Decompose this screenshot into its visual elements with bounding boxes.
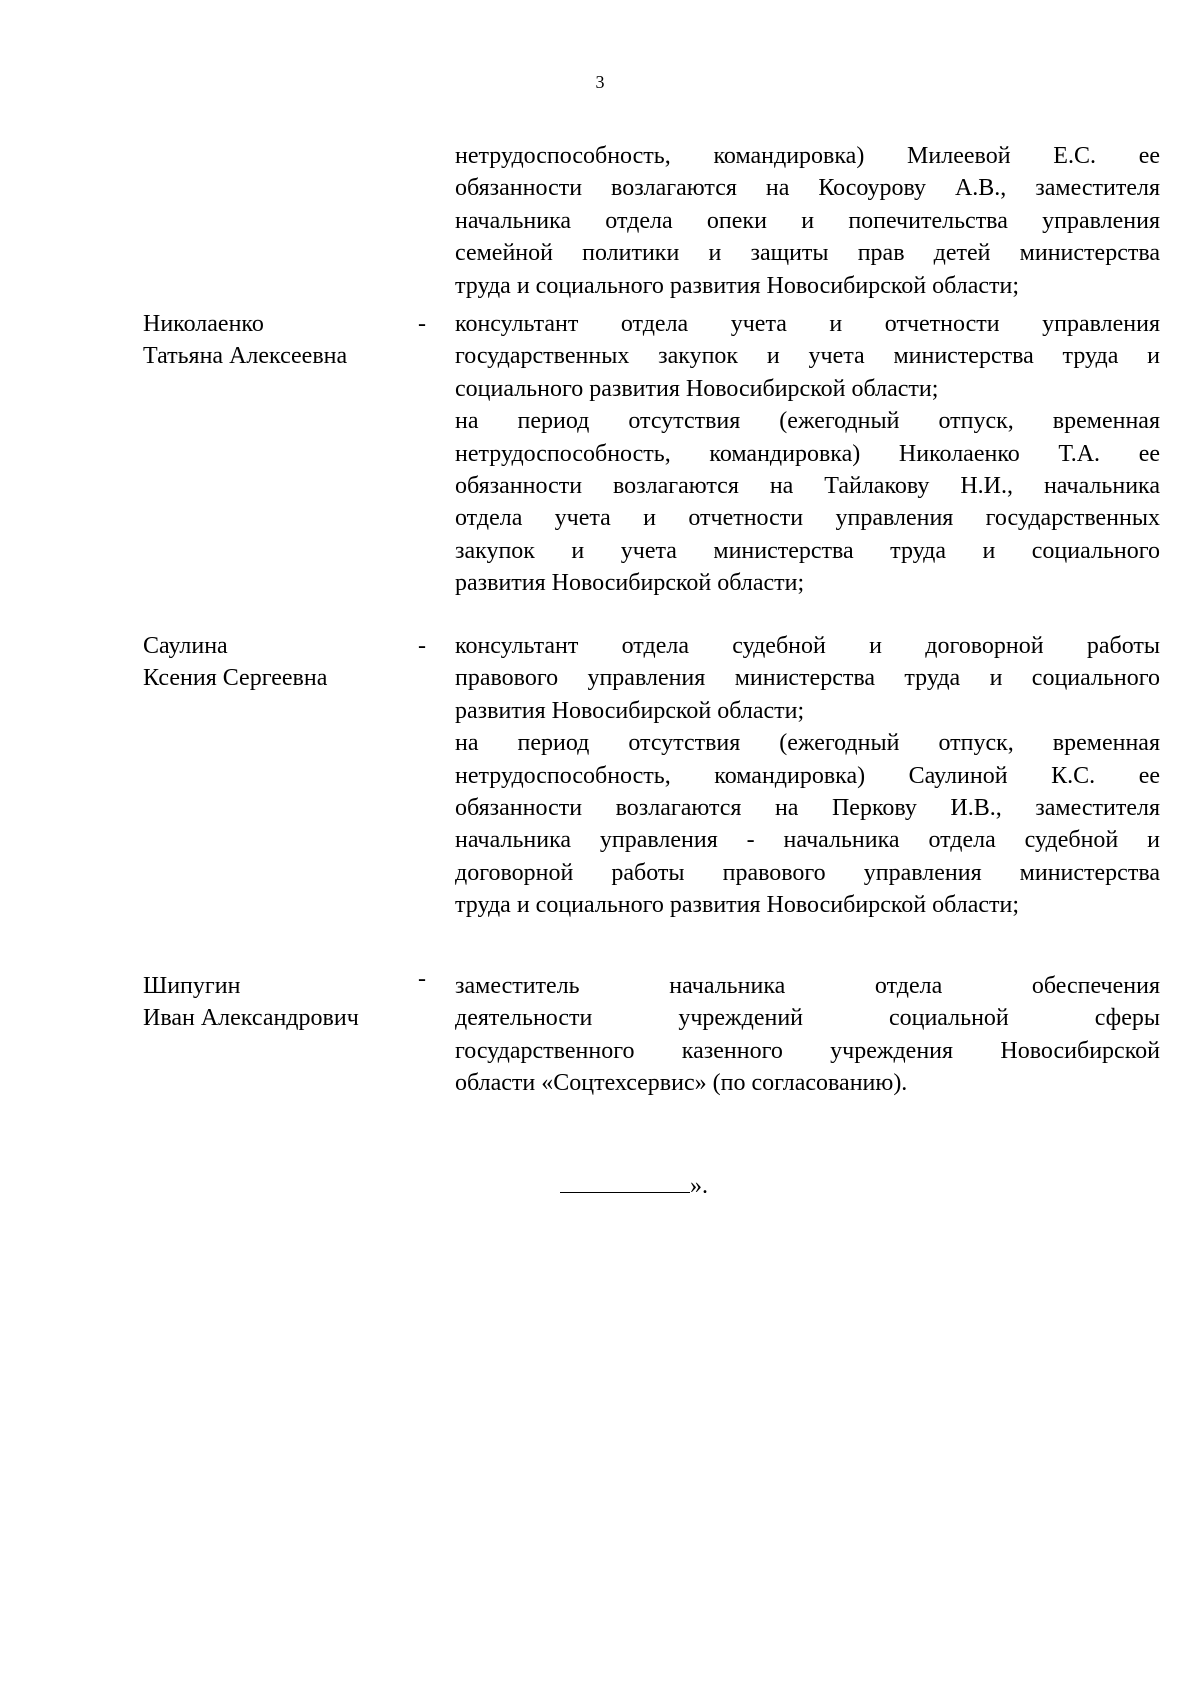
text-line: начальника управления - начальника отдела судебной и <box>455 827 1160 854</box>
text-line: обязанности возлагаются на Косоурову А.В., заместителя <box>455 175 1160 202</box>
text-line: области «Соцтехсервис» (по согласованию). <box>455 1070 908 1097</box>
given-names: Ксения Сергеевна <box>143 665 328 692</box>
entry-description <box>455 308 1160 600</box>
text-line: на период отсутствия (ежегодный отпуск, временная <box>455 730 1160 757</box>
continuation-paragraph <box>455 140 1160 302</box>
text-line: начальника отдела опеки и попечительства управления <box>455 207 1160 234</box>
closing-mark <box>560 1170 708 1202</box>
text-line: развития Новосибирской области; <box>455 697 805 724</box>
text-line: деятельности учреждений социальной сферы <box>455 1005 1160 1032</box>
text-line: консультант отдела судебной и договорной работы <box>455 633 1160 659</box>
substitute-paragraph <box>455 727 1160 921</box>
text-line: правового управления министерства труда и социального <box>455 665 1160 692</box>
given-names: Татьяна Алексеевна <box>143 343 348 370</box>
surname: Шипугин <box>143 973 241 999</box>
position-paragraph <box>455 630 1160 727</box>
text-line: труда и социального развития Новосибирской области; <box>455 272 1020 299</box>
text-line: нетрудоспособность, командировка) Милеевой Е.С. ее <box>455 143 1160 169</box>
surname: Николаенко <box>143 311 264 337</box>
text-line: обязанности возлагаются на Тайлакову Н.И., начальника <box>455 473 1160 500</box>
person-name <box>143 970 413 1035</box>
text-line: социального развития Новосибирской области; <box>455 375 939 402</box>
text-line: заместитель начальника отдела обеспечения <box>455 973 1160 999</box>
text-line: государственных закупок и учета министерства труда и <box>455 343 1160 370</box>
text-line: обязанности возлагаются на Перкову И.В., заместителя <box>455 795 1160 822</box>
entry-description <box>455 630 1160 922</box>
text-line: закупок и учета министерства труда и социального <box>455 537 1160 564</box>
text-line: на период отсутствия (ежегодный отпуск, временная <box>455 408 1160 435</box>
text-line: договорной работы правового управления министерства <box>455 859 1160 886</box>
dash-separator: - <box>418 311 426 337</box>
signature-blank-line <box>560 1170 690 1193</box>
text-line: консультант отдела учета и отчетности управления <box>455 311 1160 337</box>
text-line: нетрудоспособность, командировка) Саулиной К.С. ее <box>455 762 1160 789</box>
text-line: труда и социального развития Новосибирской области; <box>455 892 1020 919</box>
surname: Саулина <box>143 633 228 659</box>
text-line: нетрудоспособность, командировка) Николаенко Т.А. ее <box>455 440 1160 467</box>
closing-quote: ». <box>690 1173 708 1199</box>
person-name <box>143 308 413 373</box>
text-line: государственного казенного учреждения Новосибирской <box>455 1037 1160 1064</box>
text-line: развития Новосибирской области; <box>455 570 805 597</box>
text-line: отдела учета и отчетности управления государственных <box>455 505 1160 532</box>
person-name <box>143 630 413 695</box>
position-paragraph <box>455 970 1160 1100</box>
dash-separator: - <box>418 633 426 659</box>
entry-description <box>455 970 1160 1100</box>
dash-separator: - <box>418 966 426 992</box>
substitute-paragraph <box>455 405 1160 599</box>
position-paragraph <box>455 308 1160 405</box>
page-number: 3 <box>595 72 605 92</box>
text-line: семейной политики и защиты прав детей министерства <box>455 240 1160 267</box>
given-names: Иван Александрович <box>143 1005 359 1032</box>
